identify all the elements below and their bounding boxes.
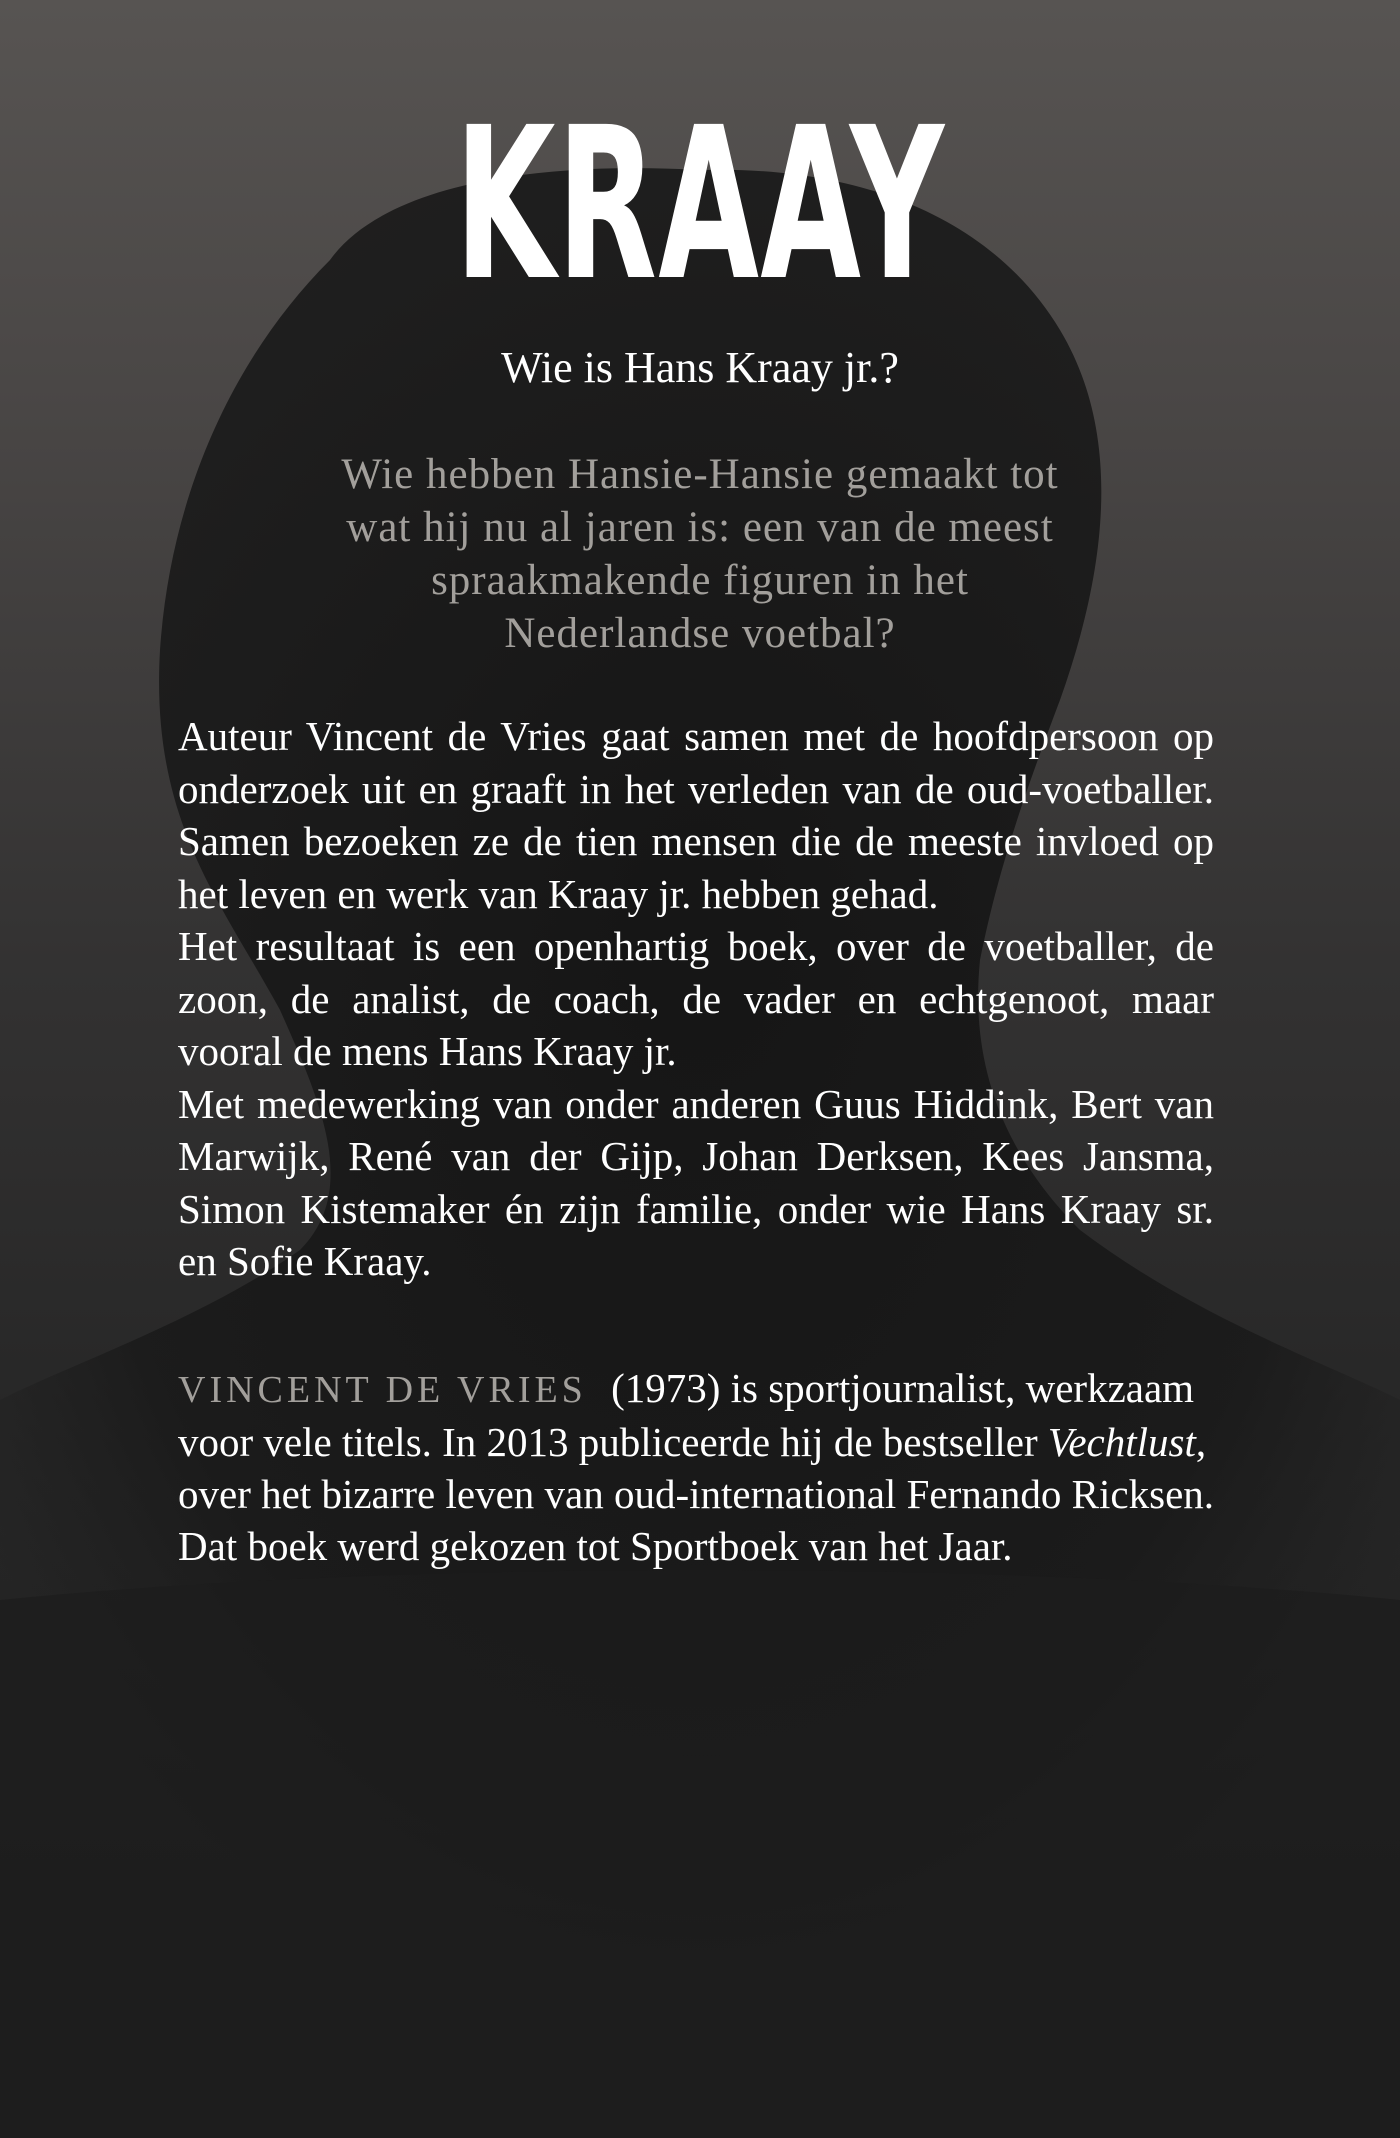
teaser-question: Wie hebben Hansie-Hansie gemaakt tot wat hij nu al jaren is: een van de meest spraakmakende figuren in het Nederlandse voetbal? — [341, 451, 1059, 657]
book-subtitle: Wie is Hans Kraay jr.? — [501, 343, 899, 392]
blurb-paragraph: Het resultaat is een openhartig boek, over de voetballer, de zoon, de analist, de coach, de vader en echtgenoot, maar vooral de mens Hans Kraay jr. — [178, 923, 1214, 1074]
author-name: VINCENT DE VRIES — [178, 1369, 587, 1411]
blurb-paragraph: Met medewerking van onder anderen Guus Hiddink, Bert van Marwijk, René van der Gijp, Johan Derksen, Kees Jansma, Simon Kistemaker én zijn familie, onder wie Hans Kraay sr. en Sofie Kraay. — [178, 1080, 1214, 1284]
book-title: KRAAY — [454, 82, 946, 327]
author-bio-text-end: , over het bizarre leven van oud-international Fernando Ricksen. Dat boek werd gekozen tot Sportboek van het Jaar. — [178, 1419, 1215, 1569]
previous-book-title: Vechtlust — [1047, 1419, 1196, 1465]
blurb-paragraph: Auteur Vincent de Vries gaat samen met de hoofdpersoon op onderzoek uit en graaft in het verleden van de oud-voetballer. Samen bezoeken ze de tien mensen die de meeste invloed op het leven en werk van Kraay jr. hebben gehad. — [178, 713, 1214, 917]
author-bio — [178, 1362, 1214, 1572]
author-bio-text: (1973) is sportjournalist, werkzaam voor vele titels. In 2013 publiceerde hij de bestseller — [178, 1365, 1195, 1465]
blurb — [178, 710, 1214, 1288]
